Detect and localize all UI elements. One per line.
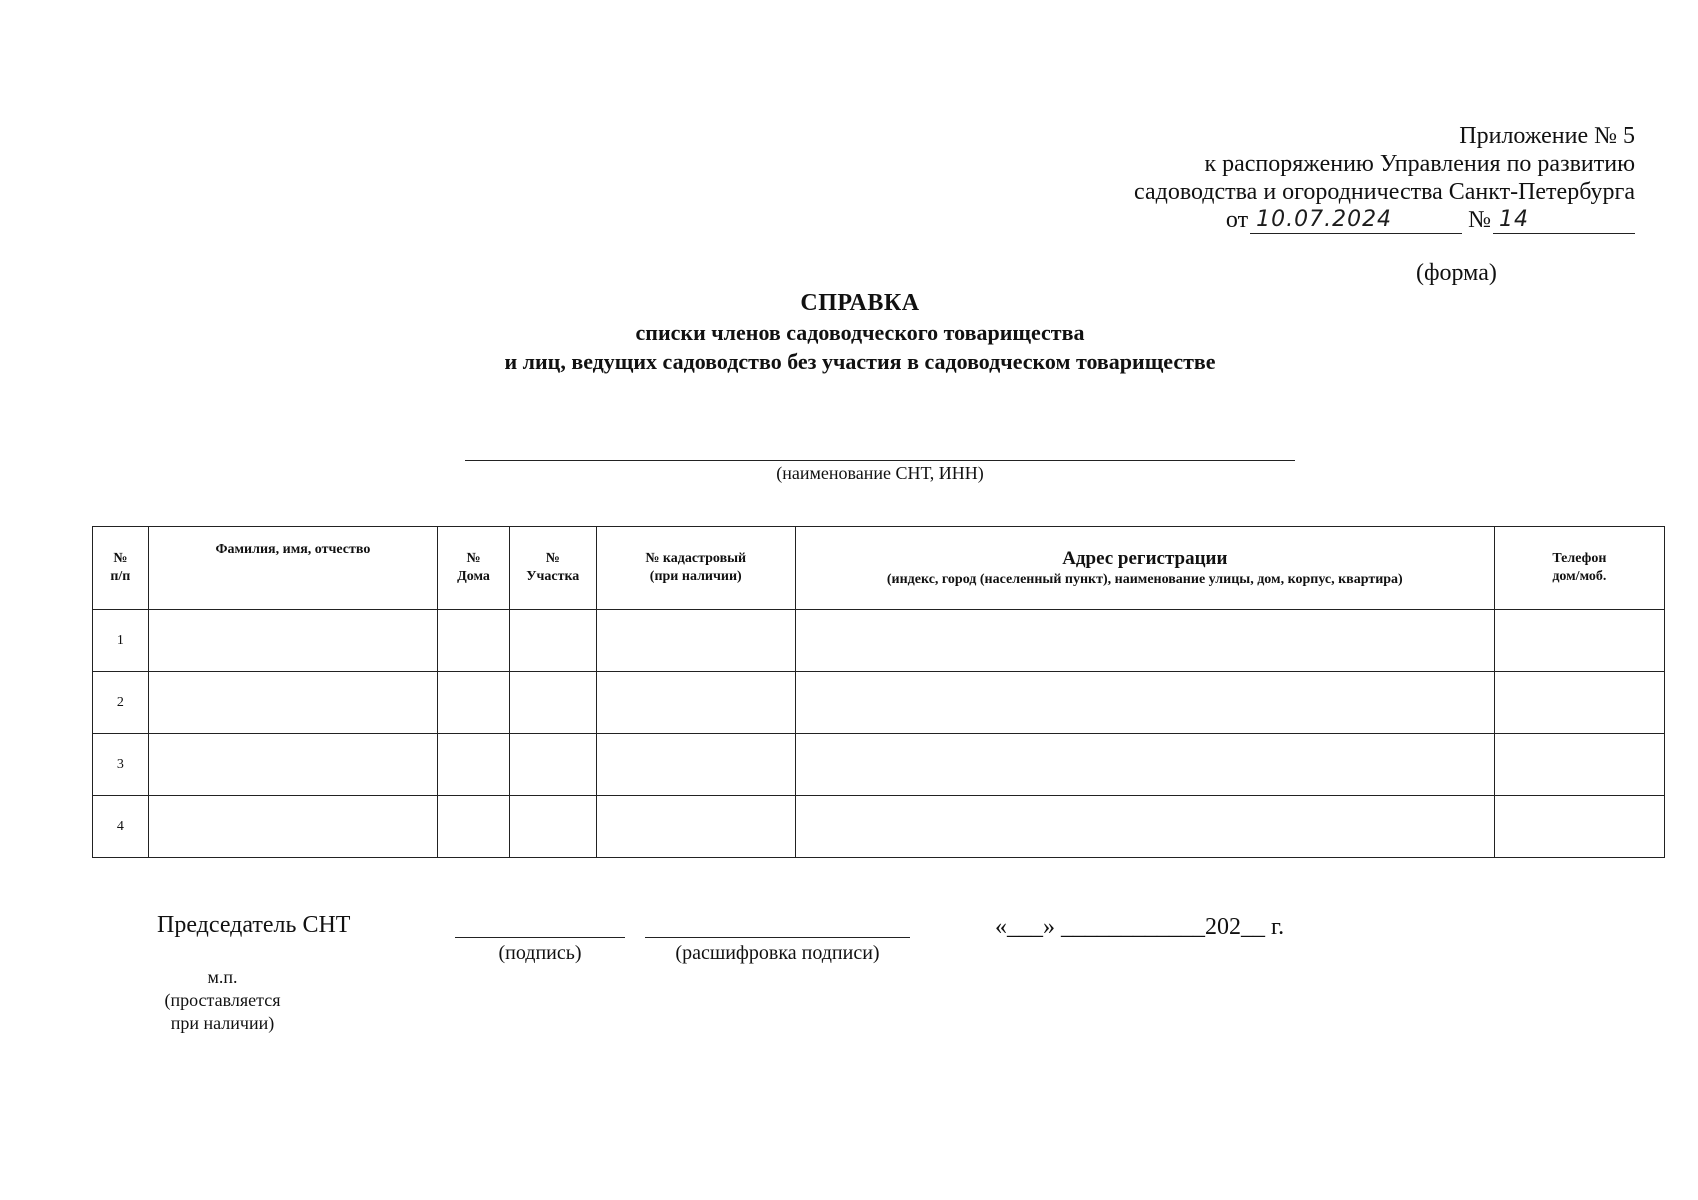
order-reference — [1134, 206, 1635, 234]
signature-field[interactable] — [455, 937, 625, 938]
organization-name-field[interactable] — [465, 460, 1295, 461]
table-row — [93, 796, 1665, 858]
cell-house-number[interactable] — [438, 796, 510, 858]
table-row — [93, 672, 1665, 734]
number-label: № — [1468, 207, 1491, 233]
cell-registration-address[interactable] — [795, 672, 1494, 734]
col-header-index: № п/п — [93, 527, 149, 610]
cell-cadastral-number[interactable] — [596, 672, 795, 734]
row-index: 1 — [93, 610, 149, 672]
cell-phone[interactable] — [1494, 672, 1664, 734]
cell-house-number[interactable] — [438, 734, 510, 796]
signature-caption: (подпись) — [498, 942, 582, 964]
row-index: 4 — [93, 796, 149, 858]
cell-full-name[interactable] — [148, 796, 437, 858]
row-index: 3 — [93, 734, 149, 796]
cell-plot-number[interactable] — [509, 796, 596, 858]
title-line-2: списки членов садоводческого товарищества — [635, 320, 1085, 345]
stamp-note-line-2: (проставляется — [164, 990, 281, 1010]
cell-cadastral-number[interactable] — [596, 610, 795, 672]
title-main: СПРАВКА — [800, 290, 920, 316]
cell-cadastral-number[interactable] — [596, 734, 795, 796]
table-header-row — [93, 527, 1665, 610]
cell-house-number[interactable] — [438, 672, 510, 734]
cell-house-number[interactable] — [438, 610, 510, 672]
form-label: (форма) — [1416, 260, 1497, 286]
stamp-note-line-3: при наличии) — [170, 1013, 275, 1033]
cell-cadastral-number[interactable] — [596, 796, 795, 858]
appendix-title: Приложение № 5 — [1459, 123, 1635, 149]
cell-registration-address[interactable] — [795, 796, 1494, 858]
cell-full-name[interactable] — [148, 734, 437, 796]
cell-plot-number[interactable] — [509, 610, 596, 672]
row-index: 2 — [93, 672, 149, 734]
signing-date-field[interactable]: «___» ____________202__ г. — [995, 914, 1285, 940]
order-date-handwritten: 10.07.2024 — [1250, 207, 1462, 234]
cell-phone[interactable] — [1494, 796, 1664, 858]
cell-registration-address[interactable] — [795, 734, 1494, 796]
organization-name-caption: (наименование СНТ, ИНН) — [776, 463, 984, 483]
cell-plot-number[interactable] — [509, 672, 596, 734]
cell-phone[interactable] — [1494, 610, 1664, 672]
stamp-note — [155, 966, 290, 1035]
members-table — [92, 526, 1665, 858]
cell-full-name[interactable] — [148, 672, 437, 734]
col-header-phone: Телефон дом/моб. — [1494, 527, 1664, 610]
title-line-3: и лиц, ведущих садоводство без участия в садоводческом товариществе — [504, 349, 1216, 374]
chairman-label: Председатель СНТ — [157, 912, 351, 938]
appendix-line-2: к распоряжению Управления по развитию — [1204, 151, 1635, 177]
from-label: от — [1225, 207, 1249, 233]
col-header-cadastral-number: № кадастровый (при наличии) — [596, 527, 795, 610]
document-title — [420, 288, 1300, 376]
col-header-plot-number: № Участка — [509, 527, 596, 610]
cell-registration-address[interactable] — [795, 610, 1494, 672]
stamp-label: м.п. — [207, 967, 238, 987]
order-number-handwritten: 14 — [1493, 207, 1635, 234]
cell-plot-number[interactable] — [509, 734, 596, 796]
table-row — [93, 734, 1665, 796]
col-header-house-number: № Дома — [438, 527, 510, 610]
col-header-full-name: Фамилия, имя, отчество — [148, 527, 437, 610]
appendix-line-3: садоводства и огородничества Санкт-Петербурга — [1134, 179, 1635, 205]
cell-phone[interactable] — [1494, 734, 1664, 796]
col-header-registration-address: Адрес регистрации (индекс, город (населенный пункт), наименование улицы, дом, корпус, квартира) — [795, 527, 1494, 610]
signature-decoding-caption: (расшифровка подписи) — [675, 942, 880, 964]
signature-decoding-field[interactable] — [645, 937, 910, 938]
table-row — [93, 610, 1665, 672]
appendix-header — [1134, 122, 1635, 234]
cell-full-name[interactable] — [148, 610, 437, 672]
